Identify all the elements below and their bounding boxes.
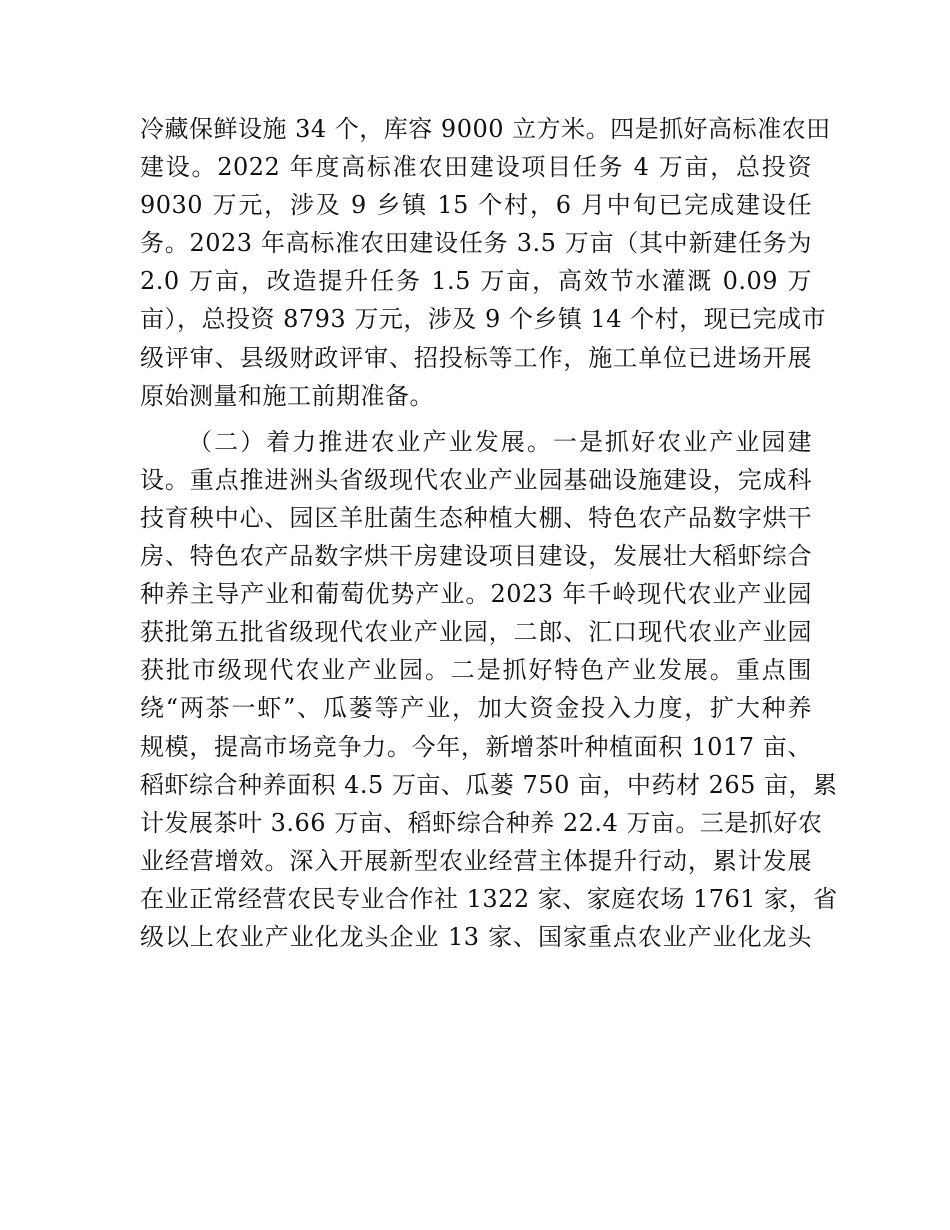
text-line: 种养主导产业和葡萄优势产业。2023 年千岭现代农业产业园: [140, 580, 812, 609]
text-line: 稻虾综合种养面积 4.5 万亩、瓜蒌 750 亩，中药材 265 亩，累: [140, 770, 838, 799]
text-line: 务。2023 年高标准农田建设任务 3.5 万亩（其中新建任务为: [140, 229, 812, 258]
document-page: [140, 110, 838, 956]
text-line: 原始测量和施工前期准备。: [140, 381, 434, 410]
text-line: 规模，提高市场竞争力。今年，新增茶叶种植面积 1017 亩、: [140, 732, 812, 761]
text-line: 计发展茶叶 3.66 万亩、稻虾综合种养 22.4 万亩。三是抓好农: [140, 808, 823, 837]
text-line: 级评审、县级财政评审、招投标等工作，施工单位已进场开展: [140, 343, 812, 372]
text-line: 获批市级现代农业产业园。二是抓好特色产业发展。重点围: [140, 656, 812, 685]
text-line: 9030 万元，涉及 9 乡镇 15 个村，6 月中旬已完成建设任: [140, 191, 812, 220]
text-line: 亩），总投资 8793 万元，涉及 9 个乡镇 14 个村，现已完成市: [140, 305, 827, 334]
text-line: 冷藏保鲜设施 34 个，库容 9000 立方米。四是抓好高标准农田: [140, 115, 831, 143]
text-line: 获批第五批省级现代农业产业园，二郎、汇口现代农业产业园: [140, 618, 812, 647]
text-line: 技育秧中心、园区羊肚菌生态种植大棚、特色农产品数字烘干: [140, 503, 812, 532]
text-line: 2.0 万亩，改造提升任务 1.5 万亩，高效节水灌溉 0.09 万: [140, 267, 812, 296]
paragraph-2: [140, 423, 838, 956]
text-line: 业经营增效。深入开展新型农业经营主体提升行动，累计发展: [140, 846, 812, 875]
paragraph-1: [140, 110, 831, 415]
paragraph-gap: [140, 415, 812, 423]
text-line: （二）着力推进农业产业发展。一是抓好农业产业园建: [188, 427, 812, 456]
text-line: 绕“两茶一虾”、瓜蒌等产业，加大资金投入力度，扩大种养: [140, 694, 812, 723]
text-line: 设。重点推进洲头省级现代农业产业园基础设施建设，完成科: [140, 465, 812, 494]
text-line: 房、特色农产品数字烘干房建设项目建设，发展壮大稻虾综合: [140, 542, 812, 571]
text-line: 建设。2022 年度高标准农田建设项目任务 4 万亩，总投资: [140, 153, 812, 182]
text-line: 在业正常经营农民专业合作社 1322 家、家庭农场 1761 家，省: [140, 884, 838, 913]
text-line: 级以上农业产业化龙头企业 13 家、国家重点农业产业化龙头: [140, 922, 812, 951]
